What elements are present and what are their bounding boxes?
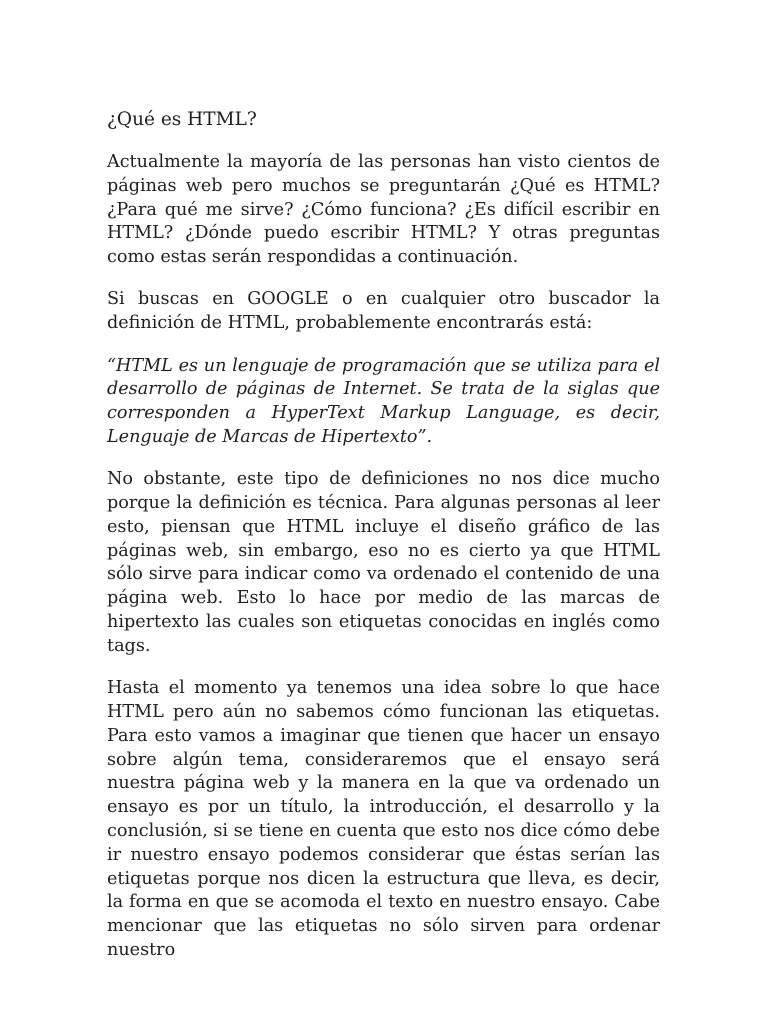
document-title: ¿Qué es HTML? [107,109,257,130]
paragraph-explanation: No obstante, este tipo de definiciones no nos dice mucho porque la definición es técnica. Para algunas personas al leer esto, piensan que HTML incluye el diseño gráfico de las páginas web, sin embargo, eso no es cierto ya que HTML sólo sirve para indicar como va ordenado el contenido de una página web. Esto lo hace por medio de las marcas de hipertexto las cuales son etiquetas conocidas en inglés como tags. [107,469,660,656]
paragraph-search: Si buscas en GOOGLE o en cualquier otro buscador la definición de HTML, probablemente encontrarás está: [107,289,660,334]
paragraph-essay-analogy: Hasta el momento ya tenemos una idea sobre lo que hace HTML pero aún no sabemos cómo funcionan las etiquetas. Para esto vamos a imaginar que tienen que hacer un ensayo sobre algún tema, consideraremos que el ensayo será nuestra página web y la manera en la que va ordenado un ensayo es por un título, la introducción, el desarrollo y la conclusión, si se tiene en cuenta que esto nos dice cómo debe ir nuestro ensayo podemos considerar que éstas serían las etiquetas porque nos dicen la estructura que lleva, es decir, la forma en que se acomoda el texto en nuestro ensayo. Cabe mencionar que las etiquetas no sólo sirven para ordenar nuestro [107,678,660,960]
paragraph-intro: Actualmente la mayoría de las personas han visto cientos de páginas web pero muchos se preguntarán ¿Qué es HTML? ¿Para qué me sirve? ¿Cómo funciona? ¿Es difícil escribir en HTML? ¿Dónde puedo escribir HTML? Y otras preguntas como estas serán respondidas a continuación. [107,152,660,268]
document-page [107,107,660,981]
quoted-definition: “HTML es un lenguaje de programación que se utiliza para el desarrollo de páginas de Internet. Se trata de la siglas que corresponden a HyperText Markup Language, es decir, Lenguaje de Marcas de Hipertexto”. [107,355,660,447]
